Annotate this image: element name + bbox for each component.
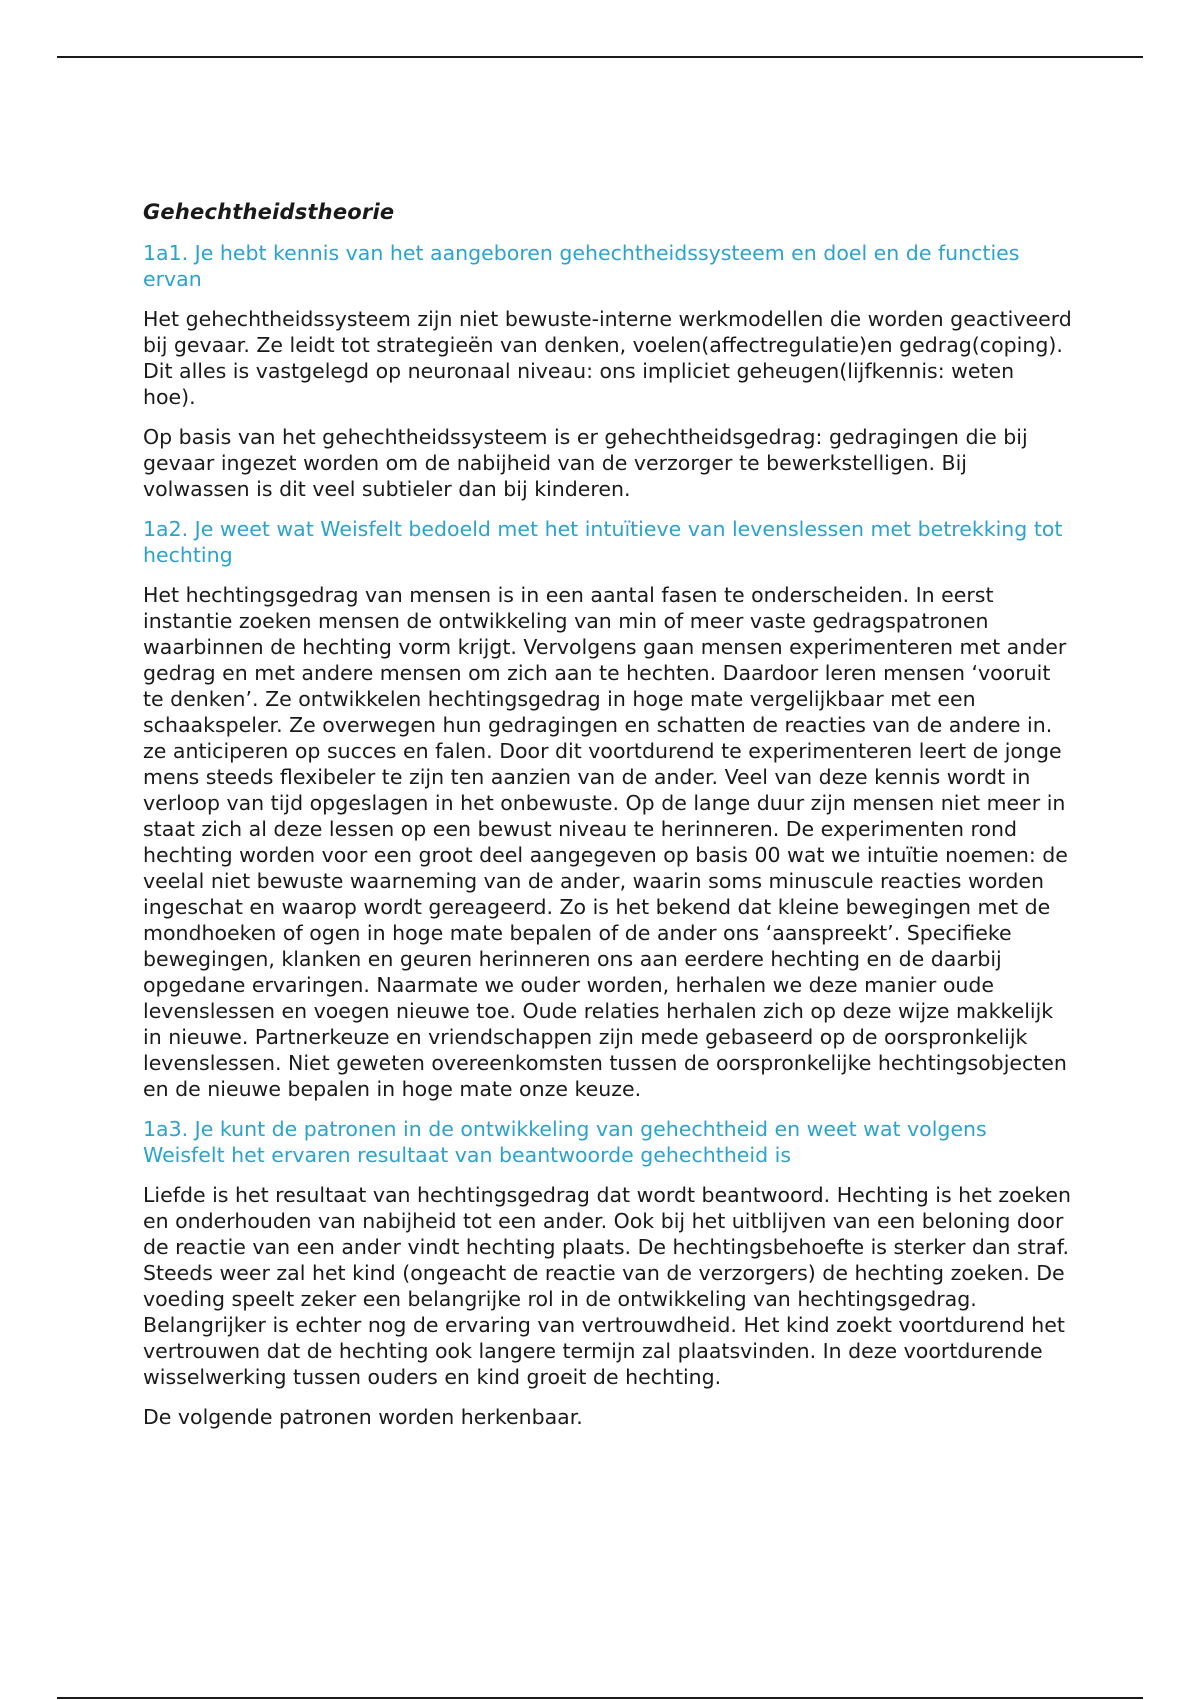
footer-rule [57,1697,1143,1699]
header-rule [57,56,1143,58]
document-title: Gehechtheidstheorie [143,200,395,224]
paragraph: De volgende patronen worden herkenbaar. [143,1405,583,1429]
section-heading: 1a2. Je weet wat Weisfelt bedoeld met het intuïtieve van levenslessen met betrekking tot hechting [143,517,1063,567]
paragraph: Op basis van het gehechtheidssysteem is er gehechtheidsgedrag: gedragingen die bij gevaar ingezet worden om de nabijheid van de verzorger te bewerkstelligen. Bij volwassen is dit veel subtieler dan bij kinderen. [143,425,1028,501]
section-heading: 1a3. Je kunt de patronen in de ontwikkeling van gehechtheid en weet wat volgens Weisfelt het ervaren resultaat van beantwoorde gehechtheid is [143,1117,987,1167]
paragraph: Het hechtingsgedrag van mensen is in een aantal fasen te onderscheiden. In eerst instantie zoeken mensen de ontwikkeling van min of meer vaste gedragspatronen waarbinnen de hechting vorm krijgt. Vervolgens gaan mensen experimenteren met ander gedrag en met andere mensen om zich aan te hechten. Daardoor leren mensen ‘vooruit te denken’. Ze ontwikkelen hechtingsgedrag in hoge mate vergelijkbaar met een schaakspeler. Ze overwegen hun gedragingen en schatten de reacties van de andere in. ze anticiperen op succes en falen. Door dit voortdurend te experimenteren leert de jonge mens steeds flexibeler te zijn ten aanzien van de ander. Veel van deze kennis wordt in verloop van tijd opgeslagen in het onbewuste. Op de lange duur zijn mensen niet meer in staat zich al deze lessen op een bewust niveau te herinneren. De experimenten rond hechting worden voor een groot deel aangegeven op basis 00 wat we intuïtie noemen: de veelal niet bewuste waarneming van de ander, waarin soms minuscule reacties worden ingeschat en waarop wordt gereageerd. Zo is het bekend dat kleine bewegingen met de mondhoeken of ogen in hoge mate bepalen of de ander ons ‘aanspreekt’. Specifieke bewegingen, klanken en geuren herinneren ons aan eerdere hechting en de daarbij opgedane ervaringen. Naarmate we ouder worden, herhalen we deze manier oude levenslessen en voegen nieuwe toe. Oude relaties herhalen zich op deze wijze makkelijk in nieuwe. Partnerkeuze en vriendschappen zijn mede gebaseerd op de oorspronkelijk levenslessen. Niet geweten overeenkomsten tussen de oorspronkelijke hechtingsobjecten en de nieuwe bepalen in hoge mate onze keuze. [143,583,1068,1101]
section-1a3 [143,1116,1073,1430]
section-1a2 [143,516,1073,1102]
paragraph: Liefde is het resultaat van hechtingsgedrag dat wordt beantwoord. Hechting is het zoeken en onderhouden van nabijheid tot een ander. Ook bij het uitblijven van een beloning door de reactie van een ander vindt hechting plaats. De hechtingsbehoefte is sterker dan straf. Steeds weer zal het kind (ongeacht de reactie van de verzorgers) de hechting zoeken. De voeding speelt zeker een belangrijke rol in de ontwikkeling van hechtingsgedrag. Belangrijker is echter nog de ervaring van vertrouwdheid. Het kind zoekt voortdurend het vertrouwen dat de hechting ook langere termijn zal plaatsvinden. In deze voortdurende wisselwerking tussen ouders en kind groeit de hechting. [143,1183,1071,1389]
section-1a1 [143,240,1073,502]
section-heading: 1a1. Je hebt kennis van het aangeboren gehechtheidssysteem en doel en de functies ervan [143,241,1020,291]
paragraph: Het gehechtheidssysteem zijn niet bewuste-interne werkmodellen die worden geactiveerd bij gevaar. Ze leidt tot strategieën van denken, voelen(affectregulatie)en gedrag(coping). Dit alles is vastgelegd op neuronaal niveau: ons impliciet geheugen(lijfkennis: weten hoe). [143,307,1072,409]
document-body [143,198,1073,1444]
